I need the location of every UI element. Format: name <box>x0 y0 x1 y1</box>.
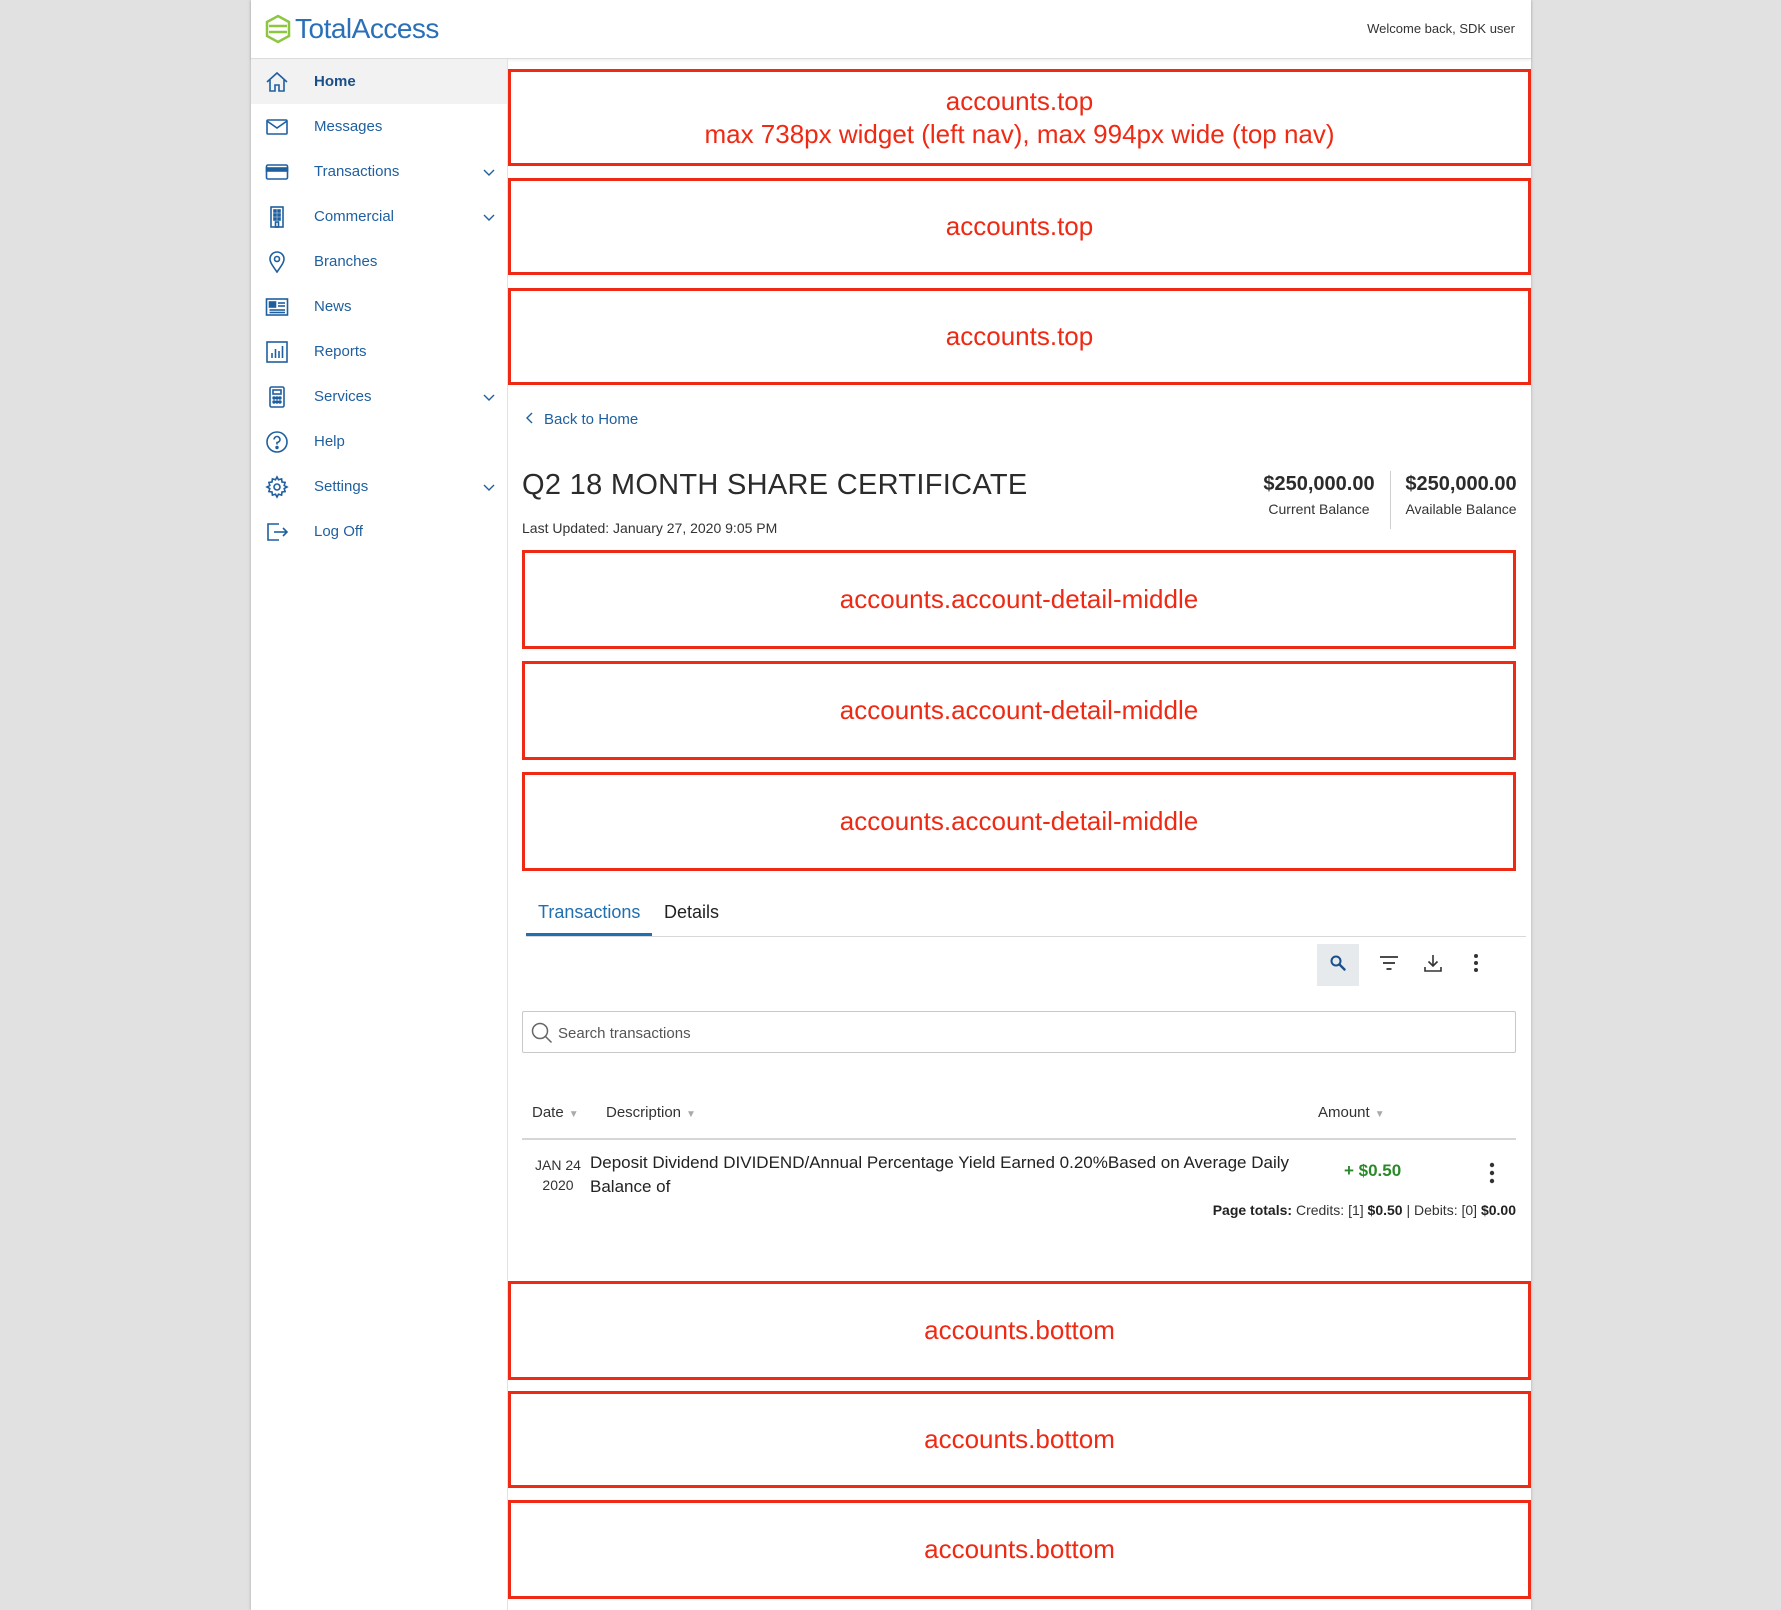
app-window <box>251 0 1531 1610</box>
placeholder-accounts-bottom <box>508 1281 1531 1380</box>
available-balance <box>1398 473 1524 517</box>
search-field <box>522 1011 1516 1053</box>
sidebar-item-label: Help <box>314 433 345 450</box>
sidebar-item-help[interactable] <box>251 419 507 464</box>
sidebar-item-label: Home <box>314 73 356 90</box>
placeholder-accounts-bottom <box>508 1391 1531 1488</box>
back-label: Back to Home <box>544 411 639 428</box>
envelope-icon <box>265 115 289 139</box>
search-toggle-button[interactable] <box>1317 944 1359 986</box>
totals-separator: | <box>1406 1202 1411 1218</box>
bar-chart-icon <box>265 340 289 364</box>
sidebar-item-label: Settings <box>314 478 369 495</box>
building-icon <box>265 205 289 229</box>
sidebar-nav <box>251 59 508 1610</box>
chevron-down-icon[interactable] <box>483 480 495 492</box>
chevron-left-icon <box>525 411 544 428</box>
chevron-down-icon[interactable] <box>483 165 495 177</box>
sidebar-item-label: Transactions <box>314 163 400 180</box>
help-icon <box>265 430 289 454</box>
placeholder-label: accounts.top <box>945 321 1094 351</box>
placeholder-account-detail-middle <box>522 772 1516 871</box>
home-icon <box>265 70 289 94</box>
transaction-date <box>532 1155 584 1195</box>
chevron-down-icon[interactable] <box>483 390 495 402</box>
column-header-label: Description <box>606 1104 682 1121</box>
column-header-label: Amount <box>1318 1104 1370 1121</box>
column-header-description[interactable] <box>606 1104 696 1121</box>
tab-bar <box>526 892 1526 937</box>
current-balance-label: Current Balance <box>1268 501 1370 517</box>
chevron-down-icon[interactable] <box>483 210 495 222</box>
sidebar-item-label: News <box>314 298 352 315</box>
sidebar-item-news[interactable] <box>251 284 507 329</box>
main-content <box>508 59 1531 1610</box>
sort-caret-icon: ▼ <box>568 1109 579 1120</box>
search-input[interactable] <box>556 1012 1500 1054</box>
sidebar-item-label: Branches <box>314 253 378 270</box>
column-header-label: Date <box>532 1104 564 1121</box>
row-more-button[interactable] <box>1482 1159 1502 1187</box>
more-vertical-icon <box>1482 1174 1502 1191</box>
logo-mark-icon <box>265 14 291 44</box>
transaction-date-year: 2020 <box>542 1177 574 1193</box>
newspaper-icon <box>265 295 289 319</box>
placeholder-label: accounts.top <box>945 211 1094 241</box>
table-header-divider <box>522 1138 1516 1140</box>
placeholder-label: accounts.account-detail-middle <box>839 695 1199 725</box>
sort-caret-icon: ▼ <box>1374 1109 1385 1120</box>
placeholder-label: accounts.bottom <box>924 1315 1115 1345</box>
logo-text: TotalAccess <box>295 13 439 44</box>
divider <box>1390 471 1391 529</box>
sidebar-item-label: Services <box>314 388 372 405</box>
download-icon <box>1423 953 1443 978</box>
tab-transactions[interactable]: Transactions <box>526 892 652 936</box>
credits-label: Credits: <box>1295 1202 1345 1218</box>
placeholder-label: accounts.bottom <box>924 1534 1115 1564</box>
map-pin-icon <box>265 250 289 274</box>
sidebar-item-transactions[interactable] <box>251 149 507 194</box>
debits-count: [0] <box>1461 1202 1478 1218</box>
logout-icon <box>265 520 289 544</box>
placeholder-label: accounts.top <box>945 85 1094 116</box>
sidebar-item-label: Reports <box>314 343 367 360</box>
transaction-date-day: JAN 24 <box>535 1157 581 1173</box>
search-icon <box>1329 954 1347 977</box>
placeholder-label: accounts.account-detail-middle <box>839 584 1199 614</box>
sidebar-item-label: Commercial <box>314 208 395 225</box>
sidebar-item-label: Log Off <box>314 523 363 540</box>
debits-amount: $0.00 <box>1480 1202 1516 1218</box>
current-balance <box>1256 473 1382 517</box>
filter-button[interactable] <box>1368 944 1410 986</box>
page-title: Q2 18 MONTH SHARE CERTIFICATE <box>522 469 1028 501</box>
debits-label: Debits: <box>1414 1202 1458 1218</box>
logo[interactable] <box>265 12 439 46</box>
placeholder-account-detail-middle <box>522 550 1516 649</box>
placeholder-note: max 738px widget (left nav), max 994px wide (top nav) <box>704 118 1335 149</box>
more-options-button[interactable] <box>1455 944 1497 986</box>
placeholder-label: accounts.bottom <box>924 1424 1115 1454</box>
transaction-amount: + $0.50 <box>1344 1161 1402 1180</box>
last-updated: Last Updated: January 27, 2020 9:05 PM <box>522 520 778 536</box>
filter-icon <box>1379 955 1399 976</box>
column-header-date[interactable] <box>532 1104 579 1121</box>
sidebar-item-settings[interactable] <box>251 464 507 509</box>
page-totals <box>1213 1202 1516 1218</box>
credits-count: [1] <box>1348 1202 1364 1218</box>
tab-details[interactable]: Details <box>664 902 720 922</box>
welcome-message: Welcome back, SDK user <box>1367 21 1515 36</box>
sidebar-item-services[interactable] <box>251 374 507 419</box>
placeholder-accounts-top <box>508 178 1531 275</box>
totals-label: Page totals: <box>1212 1202 1293 1218</box>
column-header-amount[interactable] <box>1318 1104 1385 1121</box>
placeholder-accounts-bottom <box>508 1500 1531 1599</box>
placeholder-accounts-top <box>508 288 1531 385</box>
credit-card-icon <box>265 160 289 184</box>
download-button[interactable] <box>1412 944 1454 986</box>
placeholder-label: accounts.account-detail-middle <box>839 806 1199 836</box>
placeholder-account-detail-middle <box>522 661 1516 760</box>
calculator-icon <box>265 385 289 409</box>
sidebar-item-home[interactable] <box>251 59 507 104</box>
transaction-description: Deposit Dividend DIVIDEND/Annual Percentage Yield Earned 0.20%Based on Average Daily Balance of <box>590 1153 1289 1196</box>
placeholder-accounts-top <box>508 69 1531 166</box>
top-header <box>251 0 1531 59</box>
sidebar-item-messages[interactable] <box>251 104 507 149</box>
available-balance-amount: $250,000.00 <box>1405 473 1517 495</box>
sort-caret-icon: ▼ <box>686 1109 696 1120</box>
sidebar-item-commercial[interactable] <box>251 194 507 239</box>
gear-icon <box>265 475 289 499</box>
sidebar-item-log-off[interactable] <box>251 509 507 554</box>
credits-amount: $0.50 <box>1367 1202 1403 1218</box>
back-to-home-link[interactable] <box>525 411 638 428</box>
sidebar-item-reports[interactable] <box>251 329 507 374</box>
available-balance-label: Available Balance <box>1405 501 1517 517</box>
more-vertical-icon <box>1473 953 1479 978</box>
current-balance-amount: $250,000.00 <box>1263 473 1375 495</box>
sidebar-item-label: Messages <box>314 118 383 135</box>
sidebar-item-branches[interactable] <box>251 239 507 284</box>
